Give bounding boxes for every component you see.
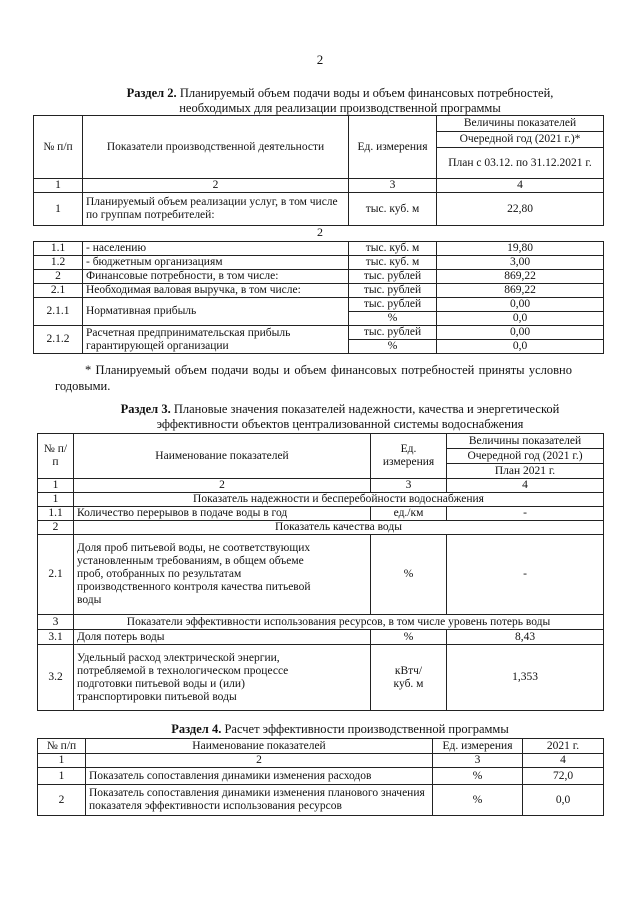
row-value: 0,0 (437, 340, 604, 354)
row-value: 22,80 (437, 193, 604, 226)
row-unit: ед./км (371, 507, 447, 521)
page-number-continuation: 2 (317, 225, 323, 239)
table-row (34, 242, 604, 256)
row-num: 1 (34, 193, 83, 226)
header-name: Наименование показателей (74, 434, 371, 479)
row-name: Доля потерь воды (74, 630, 371, 645)
row-num: 1.2 (34, 256, 83, 270)
group-name: Показатель надежности и бесперебойности водоснабжения (74, 493, 604, 507)
header-year: Очередной год (2021 г.)* (437, 132, 604, 148)
table-row (34, 284, 604, 298)
col-number: 4 (447, 479, 604, 493)
header-num: № п/п (34, 116, 83, 179)
col-number: 3 (349, 179, 437, 193)
header-unit: Ед. измерения (433, 739, 523, 754)
col-number: 1 (34, 179, 83, 193)
header-num: № п/п (38, 739, 86, 754)
row-value: 1,353 (447, 645, 604, 711)
row-num: 1.1 (34, 242, 83, 256)
section-2-table-part2 (33, 241, 604, 354)
row-unit: тыс. рублей (349, 284, 437, 298)
row-unit: тыс. рублей (349, 270, 437, 284)
section-2-title (60, 86, 620, 116)
header-values: Величины показателей (447, 434, 604, 449)
section-label: Раздел 2. (126, 86, 177, 100)
row-num: 3.2 (38, 645, 74, 711)
header-year: 2021 г. (523, 739, 604, 754)
title-text: эффективности объектов централизованной системы водоснабжения (156, 417, 524, 431)
row-name: Количество перерывов в подаче воды в год (74, 507, 371, 521)
row-num: 2 (38, 521, 74, 535)
row-num: 2.1 (34, 284, 83, 298)
header-year: Очередной год (2021 г.) (447, 449, 604, 464)
table-row (38, 507, 604, 521)
group-row (38, 615, 604, 630)
col-number: 1 (38, 479, 74, 493)
table-row (38, 645, 604, 711)
row-value: 19,80 (437, 242, 604, 256)
title-text: Планируемый объем подачи воды и объем финансовых потребностей, (176, 86, 554, 100)
header-unit: Ед. измерения (349, 116, 437, 179)
section-2-footnote: * Планируемый объем подачи воды и объем финансовых потребностей приняты условно годовыми. (55, 363, 572, 393)
row-name: Показатель сопоставления динамики изменения расходов (86, 768, 433, 785)
row-value: 0,0 (523, 785, 604, 816)
row-value: 8,43 (447, 630, 604, 645)
row-value: 869,22 (437, 270, 604, 284)
row-num: 3.1 (38, 630, 74, 645)
col-number: 2 (83, 179, 349, 193)
row-value: 72,0 (523, 768, 604, 785)
section-4-table (37, 738, 604, 816)
row-name: Доля проб питьевой воды, не соответствующих установленным требованиям, в общем объеме проб, отобранных по результатам производственного контроля качества питьевой воды (74, 535, 371, 615)
page-number: 2 (316, 52, 324, 67)
col-number: 4 (523, 754, 604, 768)
title-text: необходимых для реализации производственной программы (179, 101, 501, 115)
section-label: Раздел 4. (171, 722, 222, 736)
section-2-table-part1 (33, 115, 604, 226)
row-unit: % (349, 340, 437, 354)
row-name: - населению (83, 242, 349, 256)
table-row (34, 256, 604, 270)
row-name: Нормативная прибыль (83, 298, 349, 326)
col-number: 4 (437, 179, 604, 193)
header-unit: Ед. измерения (371, 434, 447, 479)
row-value: 0,00 (437, 326, 604, 340)
group-row (38, 521, 604, 535)
row-unit: % (371, 535, 447, 615)
row-name: Планируемый объем реализации услуг, в том числе по группам потребителей: (83, 193, 349, 226)
row-value: 869,22 (437, 284, 604, 298)
section-3-title (60, 402, 620, 432)
row-name: Необходимая валовая выручка, в том числе: (83, 284, 349, 298)
title-text: Расчет эффективности производственной программы (221, 722, 509, 736)
col-number: 3 (433, 754, 523, 768)
row-num: 1 (38, 768, 86, 785)
row-name: Расчетная предпринимательская прибыль гарантирующей организации (83, 326, 349, 354)
row-unit: % (433, 768, 523, 785)
header-num: № п/п (38, 434, 74, 479)
section-3-table (37, 433, 604, 711)
row-unit: тыс. рублей (349, 298, 437, 312)
header-plan: План с 03.12. по 31.12.2021 г. (437, 148, 604, 179)
row-unit: тыс. рублей (349, 326, 437, 340)
row-unit: % (433, 785, 523, 816)
col-number: 3 (371, 479, 447, 493)
group-name: Показатель качества воды (74, 521, 604, 535)
row-num: 1 (38, 493, 74, 507)
table-row (34, 270, 604, 284)
row-num: 2.1.1 (34, 298, 83, 326)
row-value: 0,00 (437, 298, 604, 312)
group-name: Показатели эффективности использования ресурсов, в том числе уровень потерь воды (74, 615, 604, 630)
section-label: Раздел 3. (120, 402, 171, 416)
row-unit: тыс. куб. м (349, 256, 437, 270)
header-plan: План 2021 г. (447, 464, 604, 479)
table-row (38, 768, 604, 785)
row-name: Показатель сопоставления динамики изменения планового значения показателя эффективности использования ресурсов (86, 785, 433, 816)
header-name: Показатели производственной деятельности (83, 116, 349, 179)
row-num: 3 (38, 615, 74, 630)
table-row (38, 785, 604, 816)
group-row (38, 493, 604, 507)
row-unit: тыс. куб. м (349, 242, 437, 256)
table-row (34, 326, 604, 340)
col-number: 2 (74, 479, 371, 493)
row-num: 2 (38, 785, 86, 816)
col-number: 2 (86, 754, 433, 768)
row-name: Финансовые потребности, в том числе: (83, 270, 349, 284)
row-value: - (447, 507, 604, 521)
section-4-title (60, 722, 620, 737)
table-row (34, 298, 604, 312)
table-row (38, 535, 604, 615)
row-num: 2 (34, 270, 83, 284)
row-unit: тыс. куб. м (349, 193, 437, 226)
row-unit: % (349, 312, 437, 326)
row-num: 2.1.2 (34, 326, 83, 354)
table-row (34, 193, 604, 226)
header-values: Величины показателей (437, 116, 604, 132)
row-value: - (447, 535, 604, 615)
table-row (38, 630, 604, 645)
col-number: 1 (38, 754, 86, 768)
title-text: Плановые значения показателей надежности, качества и энергетической (170, 402, 560, 416)
row-num: 2.1 (38, 535, 74, 615)
row-num: 1.1 (38, 507, 74, 521)
header-name: Наименование показателей (86, 739, 433, 754)
row-unit: % (371, 630, 447, 645)
row-unit: кВтч/ куб. м (371, 645, 447, 711)
row-value: 0,0 (437, 312, 604, 326)
row-value: 3,00 (437, 256, 604, 270)
row-name: Удельный расход электрической энергии, потребляемой в технологическом процессе подготовки питьевой воды и (или) транспортировки питьевой воды (74, 645, 371, 711)
row-name: - бюджетным организациям (83, 256, 349, 270)
